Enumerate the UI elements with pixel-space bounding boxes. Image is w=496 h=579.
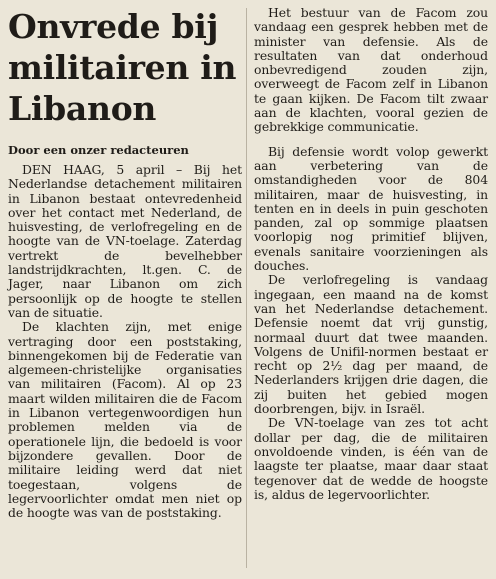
paragraph-intro: DEN HAAG, 5 april – Bij het Nederlandse detachement militairen in Libanon bestaat ontevredenheid over het contact met Nederland, de huisvesting, de verlofregeling en de hoogte van de VN-toelage. Zaterdag vertrekt de bevelhebber landstrijdkrachten, lt.gen. C. de Jager, naar Libanon om zich persoonlijk op de hoogte te stellen van de situatie. — [8, 162, 242, 320]
paragraph-defensie: Bij defensie wordt volop gewerkt aan verbetering van de omstandigheden voor de 804 militairen, maar de huisvesting, in tenten en in deels in puin geschoten panden, zal op sommige plaatsen voorlopig nog primitief blijven, evenals sanitaire voorzieningen als douches. — [254, 143, 488, 274]
paragraph-toelage: De VN-toelage van zes tot acht dollar per dag, die de militairen onvoldoende vinden, is één van de laagste ter plaatse, maar daar staat tegenover dat de wedde de hoogste is, aldus de legervoorlichter. — [254, 415, 488, 502]
column-divider — [246, 8, 247, 568]
article-byline: Door een onzer redacteuren — [8, 143, 189, 157]
paragraph-verlof: De verlofregeling is vandaag ingegaan, een maand na de komst van het Nederlandse detachement. Defensie noemt dat vrij gunstig, normaal duurt dat twee maanden. Volgens de Unifil-normen bestaat er recht op 2½ dag per maand, de Nederlanders krijgen drie dagen, die zij buiten het gebied mogen doorbrengen, bijv. in Israël. — [254, 272, 488, 417]
paragraph-complaints: De klachten zijn, met enige vertraging door een poststaking, binnengekomen bij de Federatie van algemeen-christelijke organisaties van militairen (Facom). Al op 23 maart wilden militairen die de Facom in Libanon vertegenwoordigen hun problemen melden via de operationele lijn, die bedoeld is voor bijzondere gevallen. Door de militaire leiding werd dat niet toegestaan, volgens de legervoorlichter omdat men niet op de hoogte was van de poststaking. — [8, 319, 242, 521]
article-headline: Onvrede bij militairen in Libanon — [8, 7, 237, 128]
paragraph-facom: Het bestuur van de Facom zou vandaag een gesprek hebben met de minister van defensie. Als de resultaten van dat onderhoud onbevredigend zouden zijn, overweegt de Facom zelf in Libanon te gaan kijken. De Facom tilt zwaar aan de klachten, vooral gezien de gebrekkige communicatie. — [254, 5, 488, 135]
right-column — [254, 6, 488, 502]
left-column — [8, 6, 242, 520]
